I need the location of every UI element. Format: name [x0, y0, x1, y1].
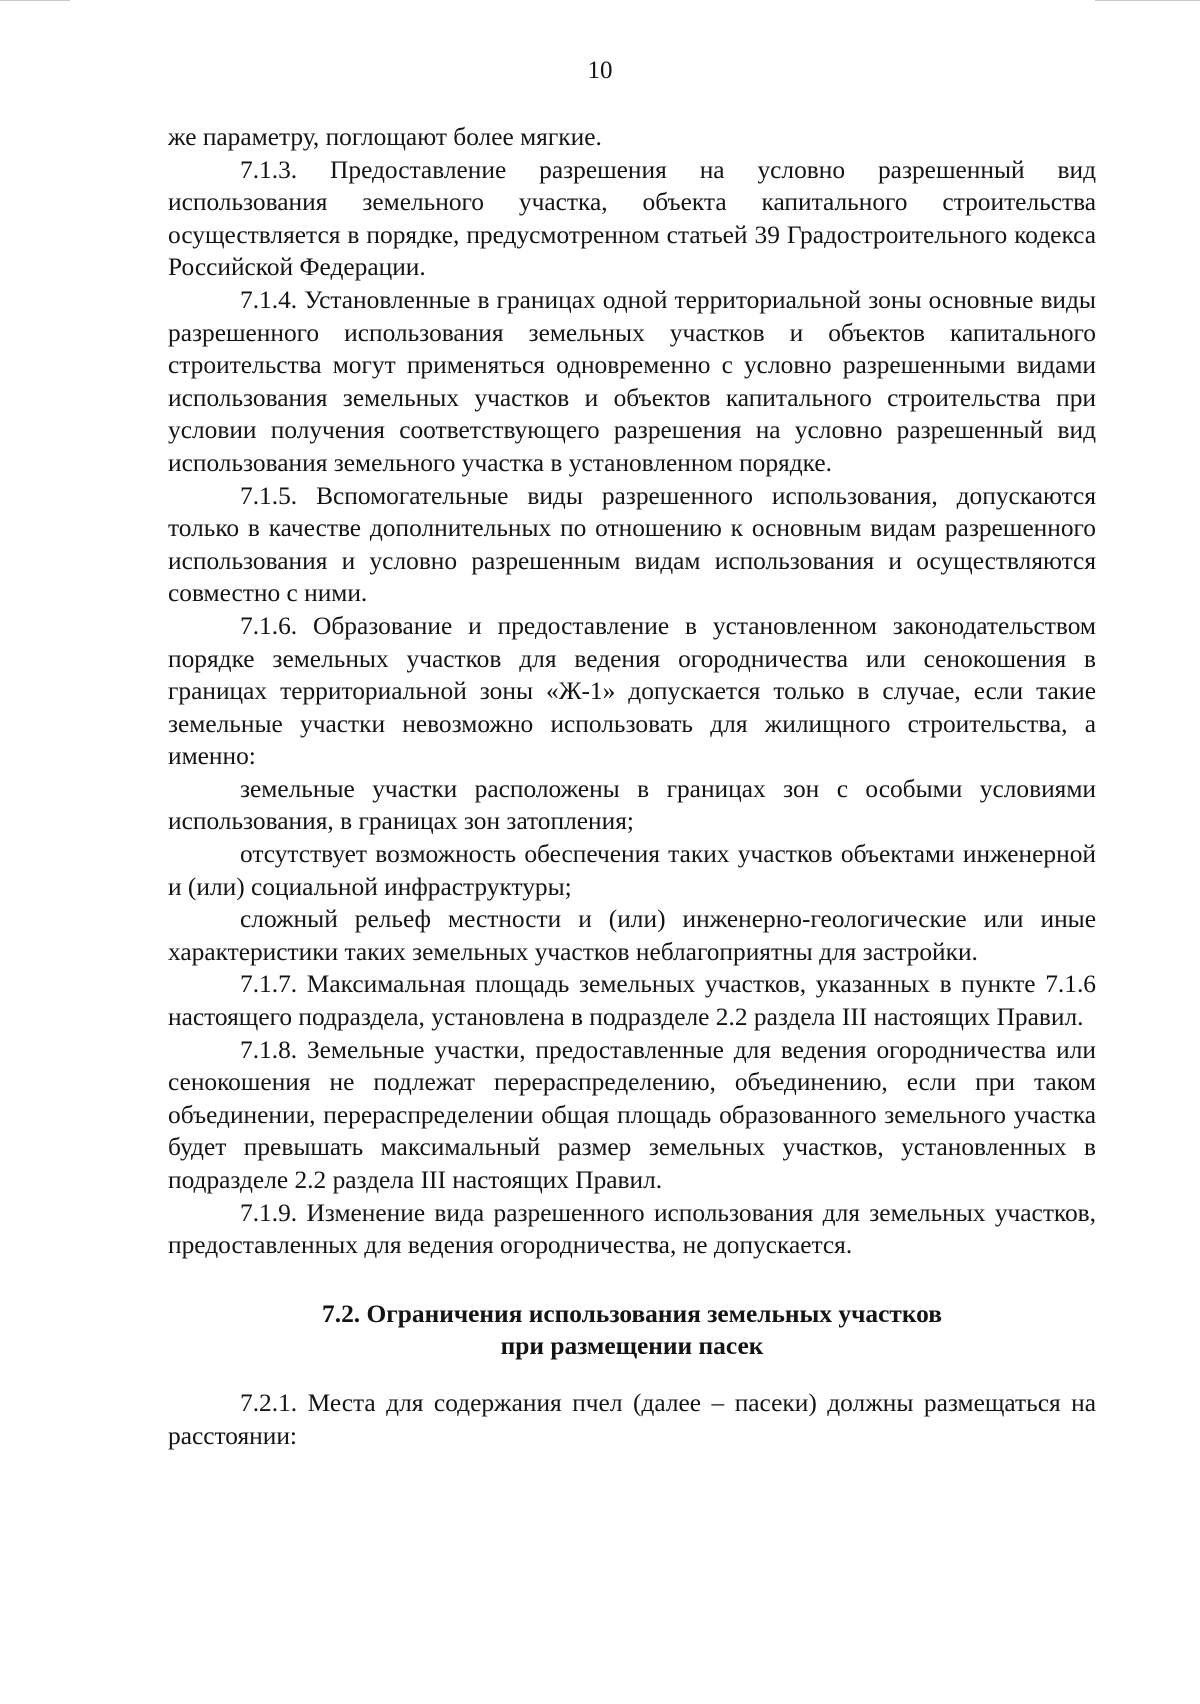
list-item-terrain: сложный рельеф местности и (или) инженерно-геологические или иные характеристики таких земельных участков неблагоприятны для застройки. — [168, 905, 1096, 966]
paragraph-7-1-8: 7.1.8. Земельные участки, предоставленные для ведения огородничества или сенокошения не подлежат перераспределению, объединению, если при таком объединении, перераспределении общая площадь образованного земельного участка будет превышать максимальный размер земельных участков, установленных в подразделе 2.2 раздела III настоящих Правил. — [168, 1035, 1096, 1194]
section-heading-line-1: 7.2. Ограничения использования земельных участков — [322, 1299, 942, 1328]
paragraph-7-1-9: 7.1.9. Изменение вида разрешенного использования для земельных участков, предоставленных для ведения огородничества, не допускается. — [168, 1198, 1096, 1260]
paragraph-7-1-7: 7.1.7. Максимальная площадь земельных участков, указанных в пункте 7.1.6 настоящего подраздела, установлена в подразделе 2.2 раздела III настоящих Правил. — [168, 970, 1096, 1032]
paragraph-7-1-4: 7.1.4. Установленные в границах одной территориальной зоны основные виды разрешенного использования земельных участков и объектов капитального строительства могут применяться одновременно с условно разрешенными видами использования земельных участков и объектов капитального строительства при условии получения соответствующего разрешения на условно разрешенный вид использования земельного участка в установленном порядке. — [168, 285, 1096, 477]
section-heading-line-2: при размещении пасек — [500, 1332, 764, 1361]
list-item-infrastructure: отсутствует возможность обеспечения таких участков объектами инженерной и (или) социальной инфраструктуры; — [168, 840, 1096, 901]
page-number: 10 — [587, 57, 613, 84]
paragraph-7-1-3: 7.1.3. Предоставление разрешения на условно разрешенный вид использования земельного участка, объекта капитального строительства осуществляется в порядке, предусмотренном статьей 39 Градостроительного кодекса Российской Федерации. — [168, 155, 1096, 282]
document-body — [168, 121, 1096, 1452]
paragraph-7-2-1: 7.2.1. Места для содержания пчел (далее – пасеки) должны размещаться на расстоянии: — [168, 1388, 1096, 1450]
section-heading-7-2 — [168, 1298, 1096, 1363]
paragraph-7-1-6: 7.1.6. Образование и предоставление в установленном законодательством порядке земельных участков для ведения огородничества или сенокошения в границах территориальной зоны «Ж-1» допускается только в случае, если такие земельные участки невозможно использовать для жилищного строительства, а именно: — [168, 611, 1096, 771]
list-item-flood-zones: земельные участки расположены в границах зон с особыми условиями использования, в границах зон затопления; — [168, 774, 1096, 836]
scan-edge-mark-left — [0, 0, 70, 1]
paragraph-7-1-5: 7.1.5. Вспомогательные виды разрешенного использования, допускаются только в качестве дополнительных по отношению к основным видам разрешенного использования и условно разрешенным видам использования и осуществляются совместно с ними. — [168, 481, 1096, 608]
paragraph-continuation: же параметру, поглощают более мягкие. — [168, 123, 602, 151]
scan-edge-mark-right — [1095, 0, 1200, 1]
